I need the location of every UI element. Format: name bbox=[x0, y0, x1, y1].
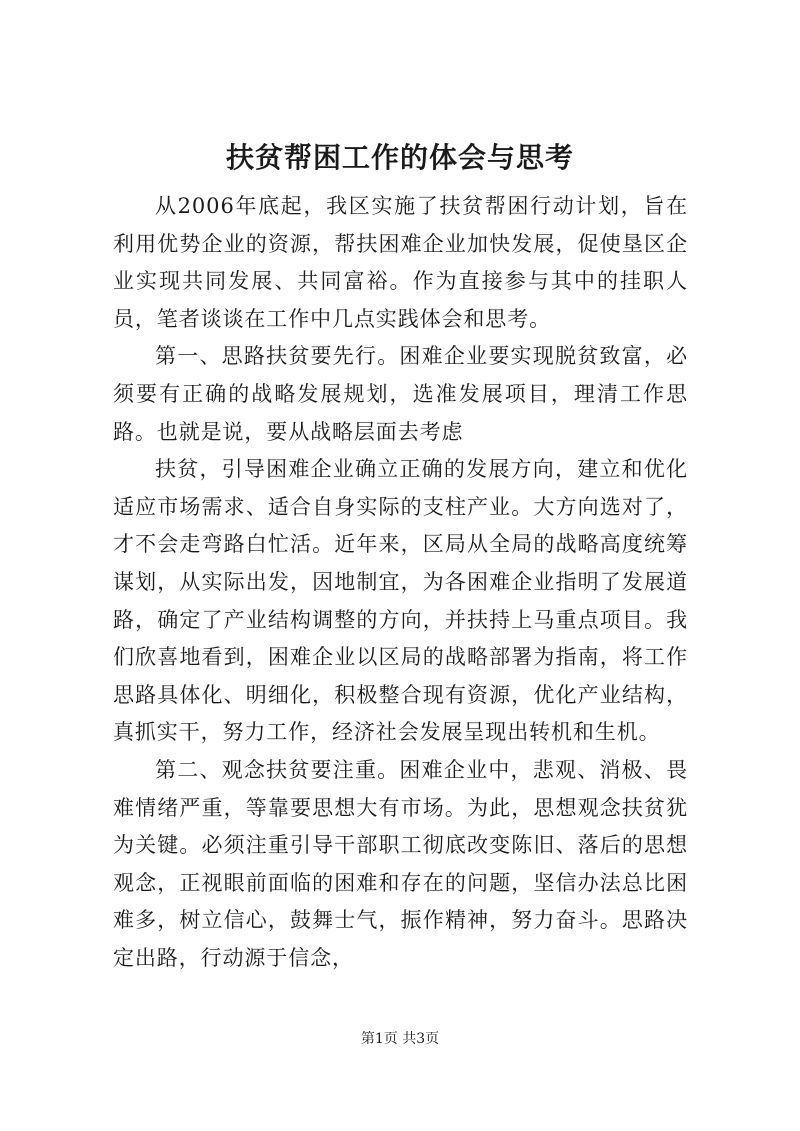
page-footer: 第1页 共3页 bbox=[360, 1031, 440, 1047]
document-title: 扶贫帮困工作的体会与思考 bbox=[225, 141, 574, 174]
document-body bbox=[113, 188, 688, 977]
paragraph-point-two: 第二、观念扶贫要注重。困难企业中，悲观、消极、畏难情绪严重，等靠要思想大有市场。为此，思想观念扶贫犹为关键。必须注重引导干部职工彻底改变陈旧、落后的思想观念，正视眼前面临的困难和存在的问题，坚信办法总比困难多，树立信心，鼓舞士气，振作精神，努力奋斗。思路决定出路，行动源于信念， bbox=[113, 757, 688, 970]
paragraph-point-one-continued: 扶贫，引导困难企业确立正确的发展方向，建立和优化适应市场需求、适合自身实际的支柱产业。大方向选对了，才不会走弯路白忙活。近年来，区局从全局的战略高度统筹谋划，从实际出发，因地制宜，为各困难企业指明了发展道路，确定了产业结构调整的方向，并扶持上马重点项目。我们欣喜地看到，困难企业以区局的战略部署为指南，将工作思路具体化、明细化，积极整合现有资源，优化产业结构，真抓实干，努力工作，经济社会发展呈现出转机和生机。 bbox=[113, 457, 688, 745]
paragraph-point-one: 第一、思路扶贫要先行。困难企业要实现脱贫致富，必须要有正确的战略发展规划，选准发展项目，理清工作思路。也就是说，要从战略层面去考虑 bbox=[113, 344, 688, 444]
paragraph-intro: 从2006年底起，我区实施了扶贫帮困行动计划，旨在利用优势企业的资源，帮扶困难企业加快发展，促使垦区企业实现共同发展、共同富裕。作为直接参与其中的挂职人员，笔者谈谈在工作中几点实践体会和思考。 bbox=[113, 194, 688, 331]
